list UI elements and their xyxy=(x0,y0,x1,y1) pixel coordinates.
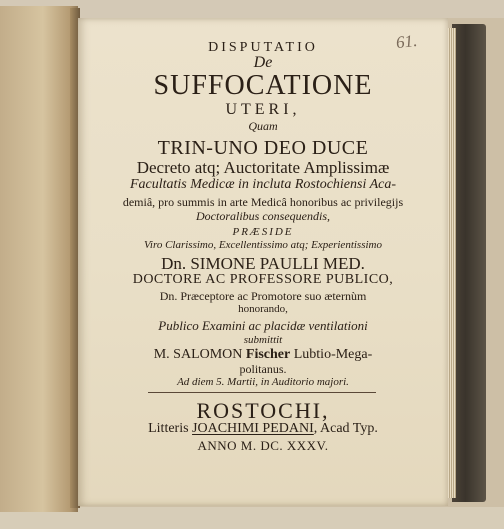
margin-note: 61. xyxy=(395,30,419,53)
title-disputatio: DISPUTATIO xyxy=(208,40,318,55)
horizontal-rule xyxy=(148,392,376,393)
printer-name: JOACHIMI PEDANI xyxy=(192,421,314,436)
line-politanus: politanus. xyxy=(239,362,287,376)
line-salomon-fischer xyxy=(78,347,448,363)
line-doctore: DOCTORE AC PROFESSORE PUBLICO, xyxy=(132,272,394,287)
line-ad-diem: Ad diem 5. Martii, in Auditorio majori. xyxy=(177,376,349,388)
imprint-place: ROSTOCHI, xyxy=(196,398,330,423)
line-facultatis: Facultatis Medicæ in incluta Rostochiensi Aca- xyxy=(129,177,397,192)
line-viro: Viro Clarissimo, Excellentissimo atq; Experientissimo xyxy=(143,239,382,251)
printer-c: , Acad Typ. xyxy=(313,421,378,436)
line-praeceptore: Dn. Præceptore ac Promotore suo æternùm xyxy=(159,289,367,303)
imprint-year: ANNO M. DC. XXXV. xyxy=(197,438,329,453)
book-cover-edge xyxy=(452,24,486,502)
line-praeside: PRÆSIDE xyxy=(232,226,294,238)
line-submittit: submittit xyxy=(243,334,283,346)
title-suffocatione: SUFFOCATIONE xyxy=(153,70,373,101)
line-simone-paulli: Dn. SIMONE PAULLI MED. xyxy=(161,254,365,273)
author-name-fischer: Fischer xyxy=(245,347,291,362)
line-quam: Quam xyxy=(248,119,278,133)
imprint-printer xyxy=(78,421,448,437)
title-uteri: UTERI, xyxy=(225,101,301,118)
facing-page xyxy=(0,6,78,512)
title-de: De xyxy=(253,54,273,71)
line-trin-uno: TRIN-UNO DEO DUCE xyxy=(157,137,369,159)
line-decreto: Decreto atq; Auctoritate Amplissimæ xyxy=(136,158,390,177)
line-publico-examini: Publico Examini ac placidæ ventilationi xyxy=(158,318,368,333)
line-doctoralibus: Doctoralibus consequendis, xyxy=(196,209,330,223)
author-name-c: Lubtio-Mega- xyxy=(290,347,373,362)
line-honorando: honorando, xyxy=(238,303,288,315)
printer-a: Litteris xyxy=(148,421,193,436)
line-academia: demiâ, pro summis in arte Medicâ honoribus ac privilegijs xyxy=(122,195,404,209)
author-name-a: M. SALOMON xyxy=(153,347,246,362)
